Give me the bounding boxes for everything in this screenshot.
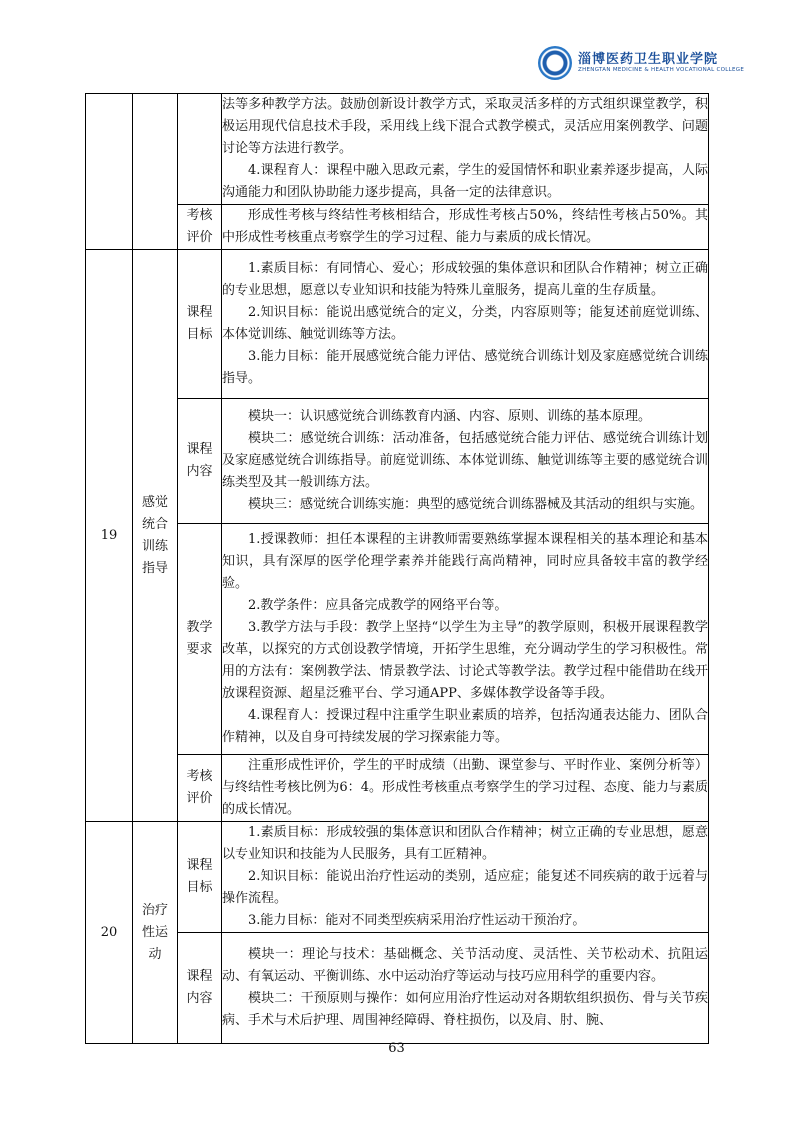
paragraph: 模块二：感觉统合训练：活动准备，包括感觉统合能力评估、感觉统合训练计划及家庭感觉统合训练指导。前庭觉训练、本体觉训练、触觉训练等主要的感觉统合训练类型及其一般训练方法。 bbox=[222, 431, 708, 490]
course-content bbox=[222, 399, 709, 524]
paragraph: 形成性考核与终结性考核相结合，形成性考核占50%，终结性考核占50%。其中形成性考核重点考察学生的学习过程、能力与素质的成长情况。 bbox=[222, 208, 708, 245]
paragraph: 3.能力目标：能开展感觉统合能力评估、感觉统合训练计划及家庭感觉统合训练指导。 bbox=[222, 349, 708, 386]
teach-content bbox=[222, 524, 709, 755]
paragraph: 3.教学方法与手段：教学上坚持“以学生为主导”的教学原则，积极开展课程教学改革，以探究的方式创设教学情境，开拓学生思维，充分调动学生的学习积极性。常用的方法有：案例教学法、情景教学法、讨论式等教学法。教学过程中能借助在线开放课程资源、超星泛雅平台、学习通APP、多媒体教学设备等手段。 bbox=[222, 620, 708, 701]
course-name-cell: 感觉统合训练指导 bbox=[133, 250, 178, 822]
page-number: 63 bbox=[388, 1041, 405, 1056]
paragraph: 模块三：感觉统合训练实施：典型的感觉统合训练器械及其活动的组织与实施。 bbox=[248, 497, 704, 512]
goal-label: 课程目标 bbox=[178, 250, 222, 399]
paragraph: 1.素质目标：形成较强的集体意识和团队合作精神；树立正确的专业思想，愿意以专业知识和技能为人民服务，具有工匠精神。 bbox=[222, 825, 708, 862]
content-label: 课程内容 bbox=[178, 399, 222, 524]
course-name-cell: 治疗性运动 bbox=[133, 822, 178, 1044]
paragraph: 1.素质目标：有同情心、爱心；形成较强的集体意识和团队合作精神；树立正确的专业思想，愿意以专业知识和技能为特殊儿童服务，提高儿童的生存质量。 bbox=[222, 261, 708, 298]
curriculum-table bbox=[85, 93, 709, 1044]
paragraph: 4.课程育人：授课过程中注重学生职业素质的培养，包括沟通表达能力、团队合作精神，以及自身可持续发展的学习探索能力等。 bbox=[222, 708, 708, 745]
paragraph: 模块二：干预原则与操作：如何应用治疗性运动对各期软组织损伤、骨与关节疾病、手术与术后护理、周围神经障碍、脊柱损伤，以及肩、肘、腕、 bbox=[222, 991, 708, 1028]
school-name-cn: 淄博医药卫生职业学院 bbox=[578, 52, 719, 67]
table-row bbox=[86, 524, 709, 755]
paragraph: 4.课程育人：课程中融入思政元素，学生的爱国情怀和职业素养逐步提高，人际沟通能力和团队协助能力逐步提高，具备一定的法律意识。 bbox=[222, 163, 708, 200]
paragraph: 2.知识目标：能说出感觉统合的定义，分类，内容原则等；能复述前庭觉训练、本体觉训练、触觉训练等方法。 bbox=[222, 305, 708, 342]
table-row bbox=[86, 250, 709, 399]
paragraph: 2.教学条件：应具备完成教学的网络平台等。 bbox=[248, 598, 508, 613]
assess-content bbox=[222, 205, 709, 250]
table-row bbox=[86, 933, 709, 1044]
course-name-cell bbox=[133, 94, 178, 250]
assess-content bbox=[222, 755, 709, 822]
paragraph: 模块一：认识感觉统合训练教育内涵、内容、原则、训练的基本原理。 bbox=[248, 409, 652, 424]
table-row bbox=[86, 822, 709, 933]
row-number-cell: 19 bbox=[86, 250, 133, 822]
paragraph: 法等多种教学方法。鼓励创新设计教学方式，采取灵活多样的方式组织课堂教学，积极运用现代信息技术手段，采用线上线下混合式教学模式，灵活应用案例教学、问题讨论等方法进行教学。 bbox=[222, 97, 708, 156]
teaching-requirements-cont bbox=[222, 94, 709, 205]
assess-label: 考核评价 bbox=[178, 205, 222, 250]
course-content bbox=[222, 933, 709, 1044]
table-row bbox=[86, 755, 709, 822]
table-row bbox=[86, 399, 709, 524]
assess-label: 考核评价 bbox=[178, 755, 222, 822]
school-emblem-icon bbox=[538, 46, 572, 80]
teach-label: 教学要求 bbox=[178, 524, 222, 755]
table-row bbox=[86, 94, 709, 205]
row-number-cell: 20 bbox=[86, 822, 133, 1044]
paragraph: 1.授课教师：担任本课程的主讲教师需要熟练掌握本课程相关的基本理论和基本知识，具有深厚的医学伦理学素养并能践行高尚精神，同时应具备较丰富的教学经验。 bbox=[222, 532, 708, 591]
goal-content bbox=[222, 250, 709, 399]
label-cell bbox=[178, 94, 222, 205]
content-label: 课程内容 bbox=[178, 933, 222, 1044]
school-name-en: ZHENGTAN MEDICINE & HEALTH VOCATIONAL COLLEGE bbox=[578, 67, 745, 73]
paragraph: 注重形成性评价，学生的平时成绩（出勤、课堂参与、平时作业、案例分析等）与终结性考核比例为6：4。形成性考核重点考察学生的学习过程、态度、能力与素质的成长情况。 bbox=[222, 758, 708, 817]
goal-content bbox=[222, 822, 709, 933]
paragraph: 2.知识目标：能说出治疗性运动的类别，适应症；能复述不同疾病的敢于远着与操作流程。 bbox=[222, 869, 708, 906]
goal-label: 课程目标 bbox=[178, 822, 222, 933]
school-logo bbox=[538, 46, 753, 80]
row-number-cell bbox=[86, 94, 133, 250]
table-row bbox=[86, 205, 709, 250]
paragraph: 3.能力目标：能对不同类型疾病采用治疗性运动干预治疗。 bbox=[248, 913, 586, 928]
paragraph: 模块一：理论与技术：基础概念、关节活动度、灵活性、关节松动术、抗阻运动、有氧运动、平衡训练、水中运动治疗等运动与技巧应用科学的重要内容。 bbox=[222, 947, 708, 984]
